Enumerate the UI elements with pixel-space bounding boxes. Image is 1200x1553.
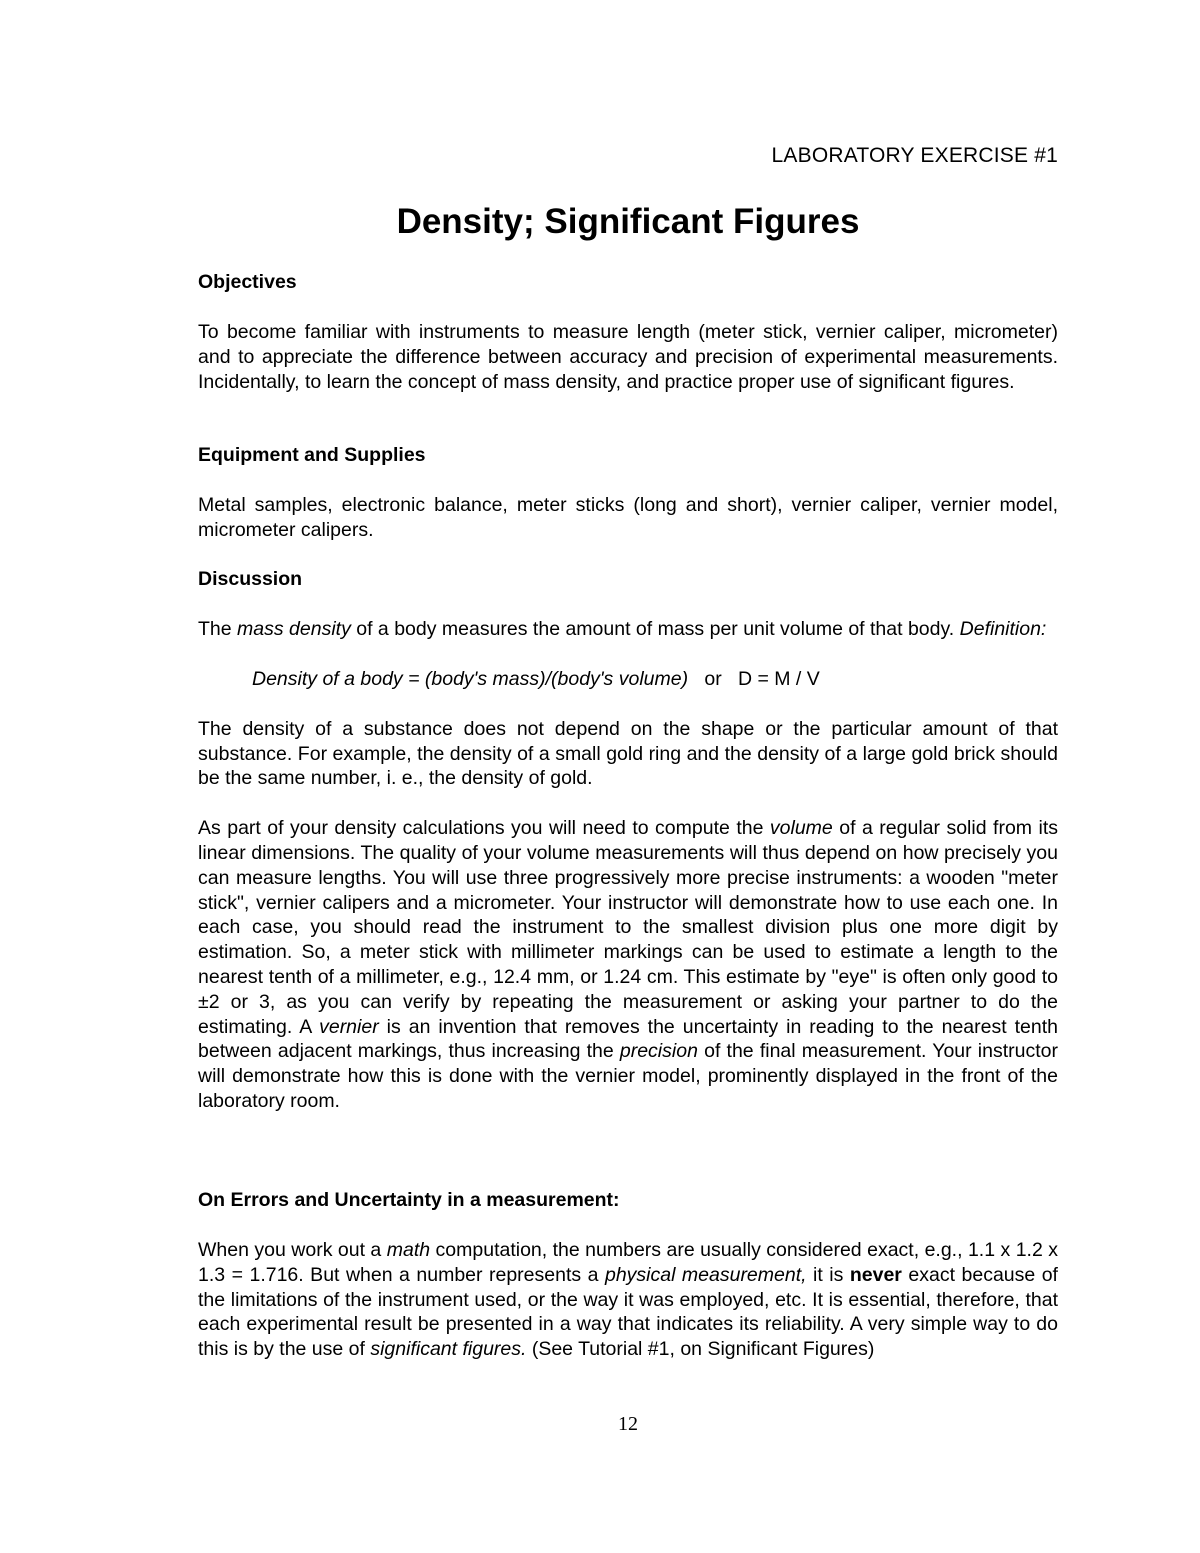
formula-words: Density of a body = (body's mass)/(body's volume)	[252, 667, 689, 690]
text-run: of a body measures the amount of mass per unit volume of that body.	[350, 618, 960, 640]
text-run: is an invention that removes the uncertainty in reading to the nearest tenth between adjacent markings, thus increasing the	[198, 1015, 1058, 1063]
term-math: math	[386, 1239, 431, 1261]
emphasis-never: never	[849, 1263, 902, 1286]
term-volume: volume	[769, 817, 833, 840]
density-formula	[198, 667, 1058, 692]
definition-label: Definition:	[959, 618, 1047, 640]
term-vernier: vernier	[319, 1015, 379, 1038]
term-physical-measurement: physical measurement,	[604, 1263, 807, 1286]
discussion-section	[198, 567, 1058, 1114]
discussion-heading: Discussion	[198, 568, 303, 590]
density-substance-paragraph: The density of a substance does not depend on the shape or the particular amount of that substance. For example, the density of a small gold ring and the density of a large gold brick should be the same number, i. e., the density of gold.	[198, 717, 1058, 790]
text-run: it is	[806, 1263, 850, 1286]
term-precision: precision	[619, 1040, 698, 1063]
text-run: of a regular solid from its linear dimensions. The quality of your volume measurements will thus depend on how precisely you can measure lengths. You will use three progressively more precise instruments: a wooden "meter stick", vernier calipers and a micrometer. Your instructor will demonstrate how to use each one. In each case, you should read the instrument to the smallest division plus one more digit by estimation. So, a meter stick with millimeter markings can be used to estimate a length to the nearest tenth of a millimeter, e.g., 12.4 mm, or 1.24 cm. This estimate by "eye" is often only good to ±2 or 3, as you can verify by repeating the measurement or asking your partner to do the estimating. A	[198, 817, 1058, 1038]
text-run: The	[198, 618, 238, 640]
errors-heading: On Errors and Uncertainty in a measurement:	[198, 1189, 620, 1211]
equipment-section	[198, 443, 1058, 543]
term-mass-density: mass density	[237, 618, 351, 640]
text-run: As part of your density calculations you will need to compute the	[198, 817, 770, 840]
text-run: of the final measurement. Your instructor will demonstrate how this is done with the vernier model, prominently displayed in the front of the laboratory room.	[198, 1040, 1058, 1112]
measurement-paragraph	[198, 816, 1058, 1114]
text-run: When you work out a	[198, 1239, 387, 1261]
errors-section	[198, 1188, 1058, 1362]
equipment-heading: Equipment and Supplies	[198, 444, 426, 466]
objectives-section	[198, 270, 1058, 394]
equipment-text: Metal samples, electronic balance, meter sticks (long and short), vernier caliper, vernier model, micrometer calipers.	[198, 494, 1058, 541]
text-run: computation, the numbers are usually considered exact, e.g., 1.1 x 1.2 x 1.3 = 1.716. But when a number represents a	[198, 1239, 1059, 1286]
objectives-text: To become familiar with instruments to measure length (meter stick, vernier caliper, micrometer) and to appreciate the difference between accuracy and precision of experimental measurements. Incidentally, to learn the concept of mass density, and practice proper use of significant figures.	[198, 321, 1058, 393]
formula-symbolic: or D = M / V	[688, 667, 820, 690]
page-number: 12	[618, 1413, 638, 1435]
lab-exercise-label: LABORATORY EXERCISE #1	[771, 144, 1058, 167]
page-title: Density; Significant Figures	[396, 202, 860, 241]
text-run: exact because of the limitations of the instrument used, or the way it was employed, etc. It is essential, therefore, that each experimental result be presented in a way that indicates its reliability. A very simple way to do this is by the use of	[198, 1263, 1058, 1361]
density-definition-paragraph	[198, 617, 1058, 642]
text-run: (See Tutorial #1, on Significant Figures)	[526, 1338, 875, 1361]
objectives-heading: Objectives	[198, 271, 297, 293]
term-significant-figures: significant figures.	[370, 1338, 527, 1361]
errors-paragraph	[198, 1238, 1058, 1362]
